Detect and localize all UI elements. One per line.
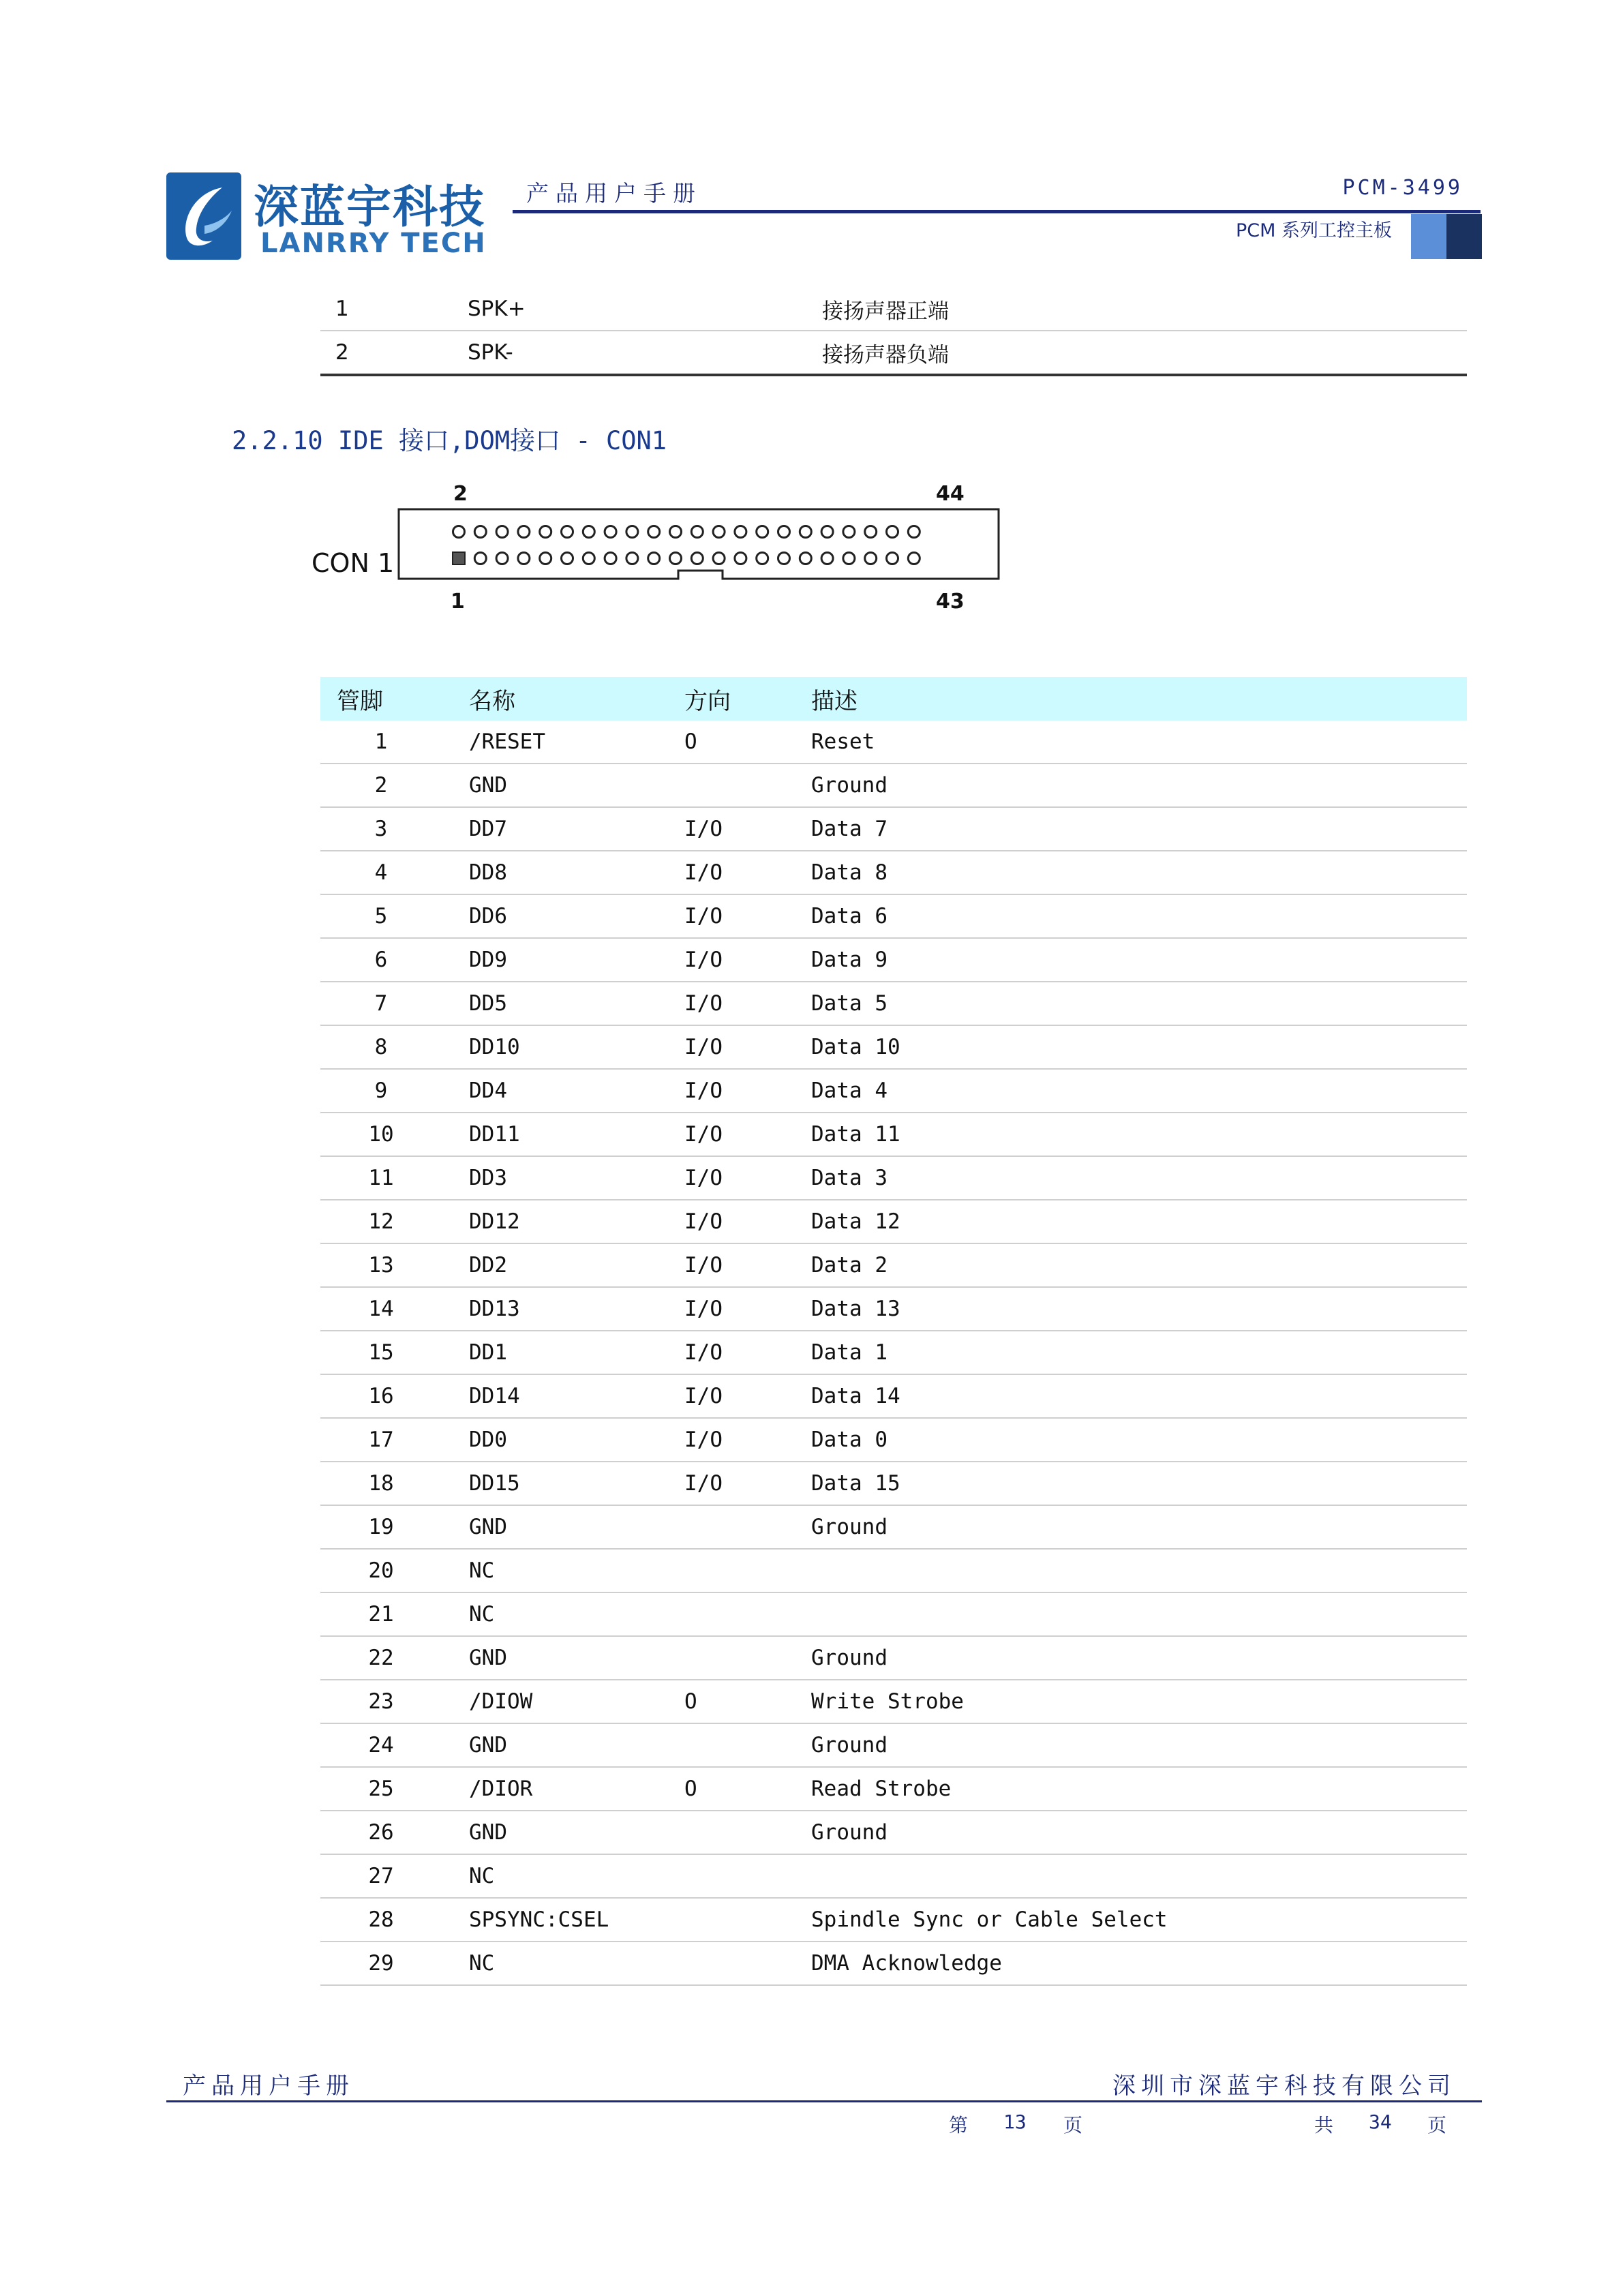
total-suffix: 页 [1427, 2114, 1447, 2136]
direction-cell [684, 1811, 811, 1854]
description-cell: Ground [811, 1723, 1467, 1767]
table-row [320, 1505, 1467, 1549]
description-cell: Reset [811, 721, 1467, 764]
name-cell: DD9 [469, 938, 684, 982]
description-cell [811, 1854, 1467, 1898]
pin-cell: 9 [320, 1069, 469, 1113]
description-cell: Data 5 [811, 982, 1467, 1025]
pin-cell: 24 [320, 1723, 469, 1767]
pin-cell: 19 [320, 1505, 469, 1549]
pin-label-top-left: 2 [453, 482, 468, 506]
name-cell: DD15 [469, 1462, 684, 1505]
pin-hole-27 [735, 553, 746, 564]
table-row [320, 1069, 1467, 1113]
table-row [320, 1811, 1467, 1854]
name-cell: DD3 [469, 1156, 684, 1200]
pin-cell: 4 [320, 851, 469, 894]
name-cell: DD6 [469, 894, 684, 938]
pin-cell: 26 [320, 1811, 469, 1854]
pin-cell: 7 [320, 982, 469, 1025]
desc-cell: 接扬声器正端 [822, 288, 1467, 331]
table-row [320, 764, 1467, 807]
pin-hole-17 [626, 553, 638, 564]
table-row [320, 1898, 1467, 1942]
pin-hole-25 [713, 553, 725, 564]
name-cell: DD1 [469, 1331, 684, 1374]
table-row [320, 1243, 1467, 1287]
name-cell: DD14 [469, 1374, 684, 1418]
pin-cell: 17 [320, 1418, 469, 1462]
direction-cell [684, 1592, 811, 1636]
desc-cell: 接扬声器负端 [822, 331, 1467, 375]
description-cell: Data 3 [811, 1156, 1467, 1200]
pin-cell: 15 [320, 1331, 469, 1374]
section-title: 2.2.10 IDE 接口,DOM接口 - CON1 [232, 426, 667, 455]
description-cell [811, 1592, 1467, 1636]
description-cell: DMA Acknowledge [811, 1942, 1467, 1985]
pin-cell: 1 [320, 721, 469, 764]
direction-cell: I/O [684, 1243, 811, 1287]
description-cell [811, 1549, 1467, 1592]
name-cell: DD11 [469, 1113, 684, 1156]
direction-cell: I/O [684, 982, 811, 1025]
total-prefix: 共 [1314, 2114, 1334, 2136]
name-cell: NC [469, 1854, 684, 1898]
header-name: 名称 [469, 677, 684, 721]
name-cell: NC [469, 1942, 684, 1985]
pin-hole-15 [605, 553, 616, 564]
pin-hole-39 [865, 553, 877, 564]
pin-cell: 20 [320, 1549, 469, 1592]
table-row [320, 938, 1467, 982]
direction-cell: I/O [684, 1156, 811, 1200]
table-row [320, 1723, 1467, 1767]
pin-hole-1 [453, 552, 465, 564]
header-divider [513, 210, 1481, 213]
name-cell: /RESET [469, 721, 684, 764]
description-cell: Ground [811, 764, 1467, 807]
pin-hole-35 [821, 553, 833, 564]
description-cell: Ground [811, 1811, 1467, 1854]
direction-cell [684, 1942, 811, 1985]
direction-cell: I/O [684, 894, 811, 938]
pin-hole-10 [540, 526, 551, 538]
pin-cell: 6 [320, 938, 469, 982]
pin-hole-2 [453, 526, 465, 538]
description-cell: Spindle Sync or Cable Select [811, 1898, 1467, 1942]
table-header-row [320, 677, 1467, 721]
header-accent-block-dark [1446, 214, 1482, 259]
pin-cell: 16 [320, 1374, 469, 1418]
description-cell: Data 2 [811, 1243, 1467, 1287]
pin-hole-23 [691, 553, 703, 564]
description-cell: Data 14 [811, 1374, 1467, 1418]
name-cell: SPK- [468, 331, 822, 375]
direction-cell: I/O [684, 1331, 811, 1374]
pin-cell: 5 [320, 894, 469, 938]
direction-cell: I/O [684, 1025, 811, 1069]
connector-outline [399, 509, 999, 579]
pin-cell: 10 [320, 1113, 469, 1156]
direction-cell: I/O [684, 1374, 811, 1418]
pin-hole-32 [778, 526, 790, 538]
pin-label-top-right: 44 [936, 482, 965, 506]
pin-hole-26 [713, 526, 725, 538]
name-cell: SPK+ [468, 288, 822, 331]
table-row [320, 1025, 1467, 1069]
footer-divider [166, 2100, 1482, 2102]
table-row [320, 1680, 1467, 1723]
table-row [320, 1942, 1467, 1985]
name-cell: DD5 [469, 982, 684, 1025]
header-doc-title: 产品用户手册 [526, 180, 702, 207]
pin-hole-42 [887, 526, 898, 538]
pin-hole-20 [648, 526, 660, 538]
pin-hole-8 [518, 526, 530, 538]
name-cell: DD4 [469, 1069, 684, 1113]
pin-hole-16 [605, 526, 616, 538]
table-row [320, 1854, 1467, 1898]
connector-label: CON 1 [312, 548, 395, 578]
direction-cell [684, 1549, 811, 1592]
footer-company: 深圳市深蓝宇科技有限公司 [1112, 2072, 1456, 2100]
description-cell: Read Strobe [811, 1767, 1467, 1811]
pin-cell: 27 [320, 1854, 469, 1898]
con1-connector-diagram [310, 475, 1005, 625]
name-cell: DD10 [469, 1025, 684, 1069]
description-cell: Data 11 [811, 1113, 1467, 1156]
table-row [320, 1374, 1467, 1418]
description-cell: Write Strobe [811, 1680, 1467, 1723]
pin-cell: 29 [320, 1942, 469, 1985]
name-cell: NC [469, 1549, 684, 1592]
table-row [320, 851, 1467, 894]
pin-cell: 11 [320, 1156, 469, 1200]
pin-hole-43 [908, 553, 920, 564]
name-cell: DD7 [469, 807, 684, 851]
pin-cell: 2 [320, 331, 468, 375]
pin-cell: 13 [320, 1243, 469, 1287]
pin-hole-11 [562, 553, 573, 564]
pin-hole-24 [691, 526, 703, 538]
pin-hole-7 [518, 553, 530, 564]
direction-cell: I/O [684, 851, 811, 894]
table-row [320, 894, 1467, 938]
direction-cell: I/O [684, 807, 811, 851]
table-row [320, 1462, 1467, 1505]
header-accent-block-light [1411, 214, 1446, 259]
description-cell: Data 15 [811, 1462, 1467, 1505]
name-cell: DD13 [469, 1287, 684, 1331]
name-cell: SPSYNC:CSEL [469, 1898, 684, 1942]
direction-cell: I/O [684, 1200, 811, 1243]
table-row [320, 807, 1467, 851]
description-cell: Data 4 [811, 1069, 1467, 1113]
pin-cell: 25 [320, 1767, 469, 1811]
pin-hole-44 [908, 526, 920, 538]
direction-cell: I/O [684, 1287, 811, 1331]
table-row [320, 1636, 1467, 1680]
logo-english-name: LANRRY TECH [260, 228, 487, 259]
name-cell: NC [469, 1592, 684, 1636]
direction-cell: I/O [684, 1113, 811, 1156]
table-row [320, 1113, 1467, 1156]
description-cell: Data 0 [811, 1418, 1467, 1462]
pin-hole-21 [670, 553, 682, 564]
page-number: 13 [1003, 2111, 1027, 2133]
pin-cell: 23 [320, 1680, 469, 1723]
name-cell: GND [469, 1636, 684, 1680]
description-cell: Data 6 [811, 894, 1467, 938]
direction-cell: O [684, 1767, 811, 1811]
page-suffix: 页 [1063, 2114, 1083, 2136]
pin-hole-12 [562, 526, 573, 538]
table-row [320, 721, 1467, 764]
description-cell: Data 9 [811, 938, 1467, 982]
pin-hole-29 [757, 553, 768, 564]
header-subtitle: PCM 系列工控主板 [1235, 220, 1392, 241]
pin-cell: 21 [320, 1592, 469, 1636]
pin-cell: 1 [320, 288, 468, 331]
pin-cell: 28 [320, 1898, 469, 1942]
name-cell: GND [469, 1505, 684, 1549]
header-pin: 管脚 [320, 677, 469, 721]
table-row [320, 1287, 1467, 1331]
name-cell: DD12 [469, 1200, 684, 1243]
pin-cell: 18 [320, 1462, 469, 1505]
direction-cell [684, 1636, 811, 1680]
pin-hole-4 [474, 526, 486, 538]
total-pages: 34 [1369, 2111, 1392, 2133]
name-cell: GND [469, 1723, 684, 1767]
table-row [320, 1331, 1467, 1374]
name-cell: /DIOW [469, 1680, 684, 1723]
table-row [320, 1767, 1467, 1811]
pin-hole-13 [583, 553, 594, 564]
pin-hole-41 [887, 553, 898, 564]
description-cell: Ground [811, 1505, 1467, 1549]
header-model: PCM-3499 [1342, 176, 1463, 200]
ide-pin-table [320, 677, 1467, 1986]
pin-hole-40 [865, 526, 877, 538]
pin-hole-18 [626, 526, 638, 538]
pin-hole-19 [648, 553, 660, 564]
direction-cell [684, 1723, 811, 1767]
pin-hole-34 [800, 526, 811, 538]
pin-hole-38 [843, 526, 855, 538]
pin-hole-31 [778, 553, 790, 564]
direction-cell [684, 1505, 811, 1549]
pin-hole-9 [540, 553, 551, 564]
logo-chinese-name: 深蓝宇科技 [254, 181, 485, 233]
header-direction: 方向 [684, 677, 811, 721]
pin-cell: 14 [320, 1287, 469, 1331]
header-description: 描述 [811, 677, 1467, 721]
pin-hole-14 [583, 526, 594, 538]
name-cell: DD2 [469, 1243, 684, 1287]
description-cell: Data 12 [811, 1200, 1467, 1243]
direction-cell [684, 1854, 811, 1898]
description-cell: Data 10 [811, 1025, 1467, 1069]
table-row [320, 331, 1467, 375]
pin-hole-28 [735, 526, 746, 538]
direction-cell: I/O [684, 1069, 811, 1113]
pin-hole-3 [474, 553, 486, 564]
page-prefix: 第 [949, 2114, 969, 2136]
pin-cell: 22 [320, 1636, 469, 1680]
footer-doc-title: 产品用户手册 [183, 2072, 354, 2100]
table-row [320, 1549, 1467, 1592]
pin-cell: 2 [320, 764, 469, 807]
table-row [320, 1200, 1467, 1243]
name-cell: GND [469, 1811, 684, 1854]
name-cell: GND [469, 764, 684, 807]
description-cell: Data 8 [811, 851, 1467, 894]
description-cell: Ground [811, 1636, 1467, 1680]
pin-hole-37 [843, 553, 855, 564]
direction-cell: O [684, 721, 811, 764]
pin-hole-6 [496, 526, 508, 538]
pin-label-bottom-right: 43 [936, 590, 965, 614]
direction-cell: O [684, 1680, 811, 1723]
speaker-pin-table [320, 288, 1467, 376]
name-cell: /DIOR [469, 1767, 684, 1811]
name-cell: DD8 [469, 851, 684, 894]
direction-cell: I/O [684, 1462, 811, 1505]
direction-cell: I/O [684, 938, 811, 982]
description-cell: Data 13 [811, 1287, 1467, 1331]
pin-cell: 12 [320, 1200, 469, 1243]
table-row [320, 1592, 1467, 1636]
pin-hole-30 [757, 526, 768, 538]
pin-hole-36 [821, 526, 833, 538]
company-logo-icon [166, 172, 241, 260]
direction-cell [684, 764, 811, 807]
pin-cell: 3 [320, 807, 469, 851]
description-cell: Data 1 [811, 1331, 1467, 1374]
table-row [320, 982, 1467, 1025]
name-cell: DD0 [469, 1418, 684, 1462]
pin-label-bottom-left: 1 [451, 590, 465, 614]
direction-cell: I/O [684, 1418, 811, 1462]
table-row [320, 1418, 1467, 1462]
pin-cell: 8 [320, 1025, 469, 1069]
pin-hole-33 [800, 553, 811, 564]
pin-hole-22 [670, 526, 682, 538]
pin-hole-5 [496, 553, 508, 564]
table-row [320, 288, 1467, 331]
table-row [320, 1156, 1467, 1200]
description-cell: Data 7 [811, 807, 1467, 851]
direction-cell [684, 1898, 811, 1942]
